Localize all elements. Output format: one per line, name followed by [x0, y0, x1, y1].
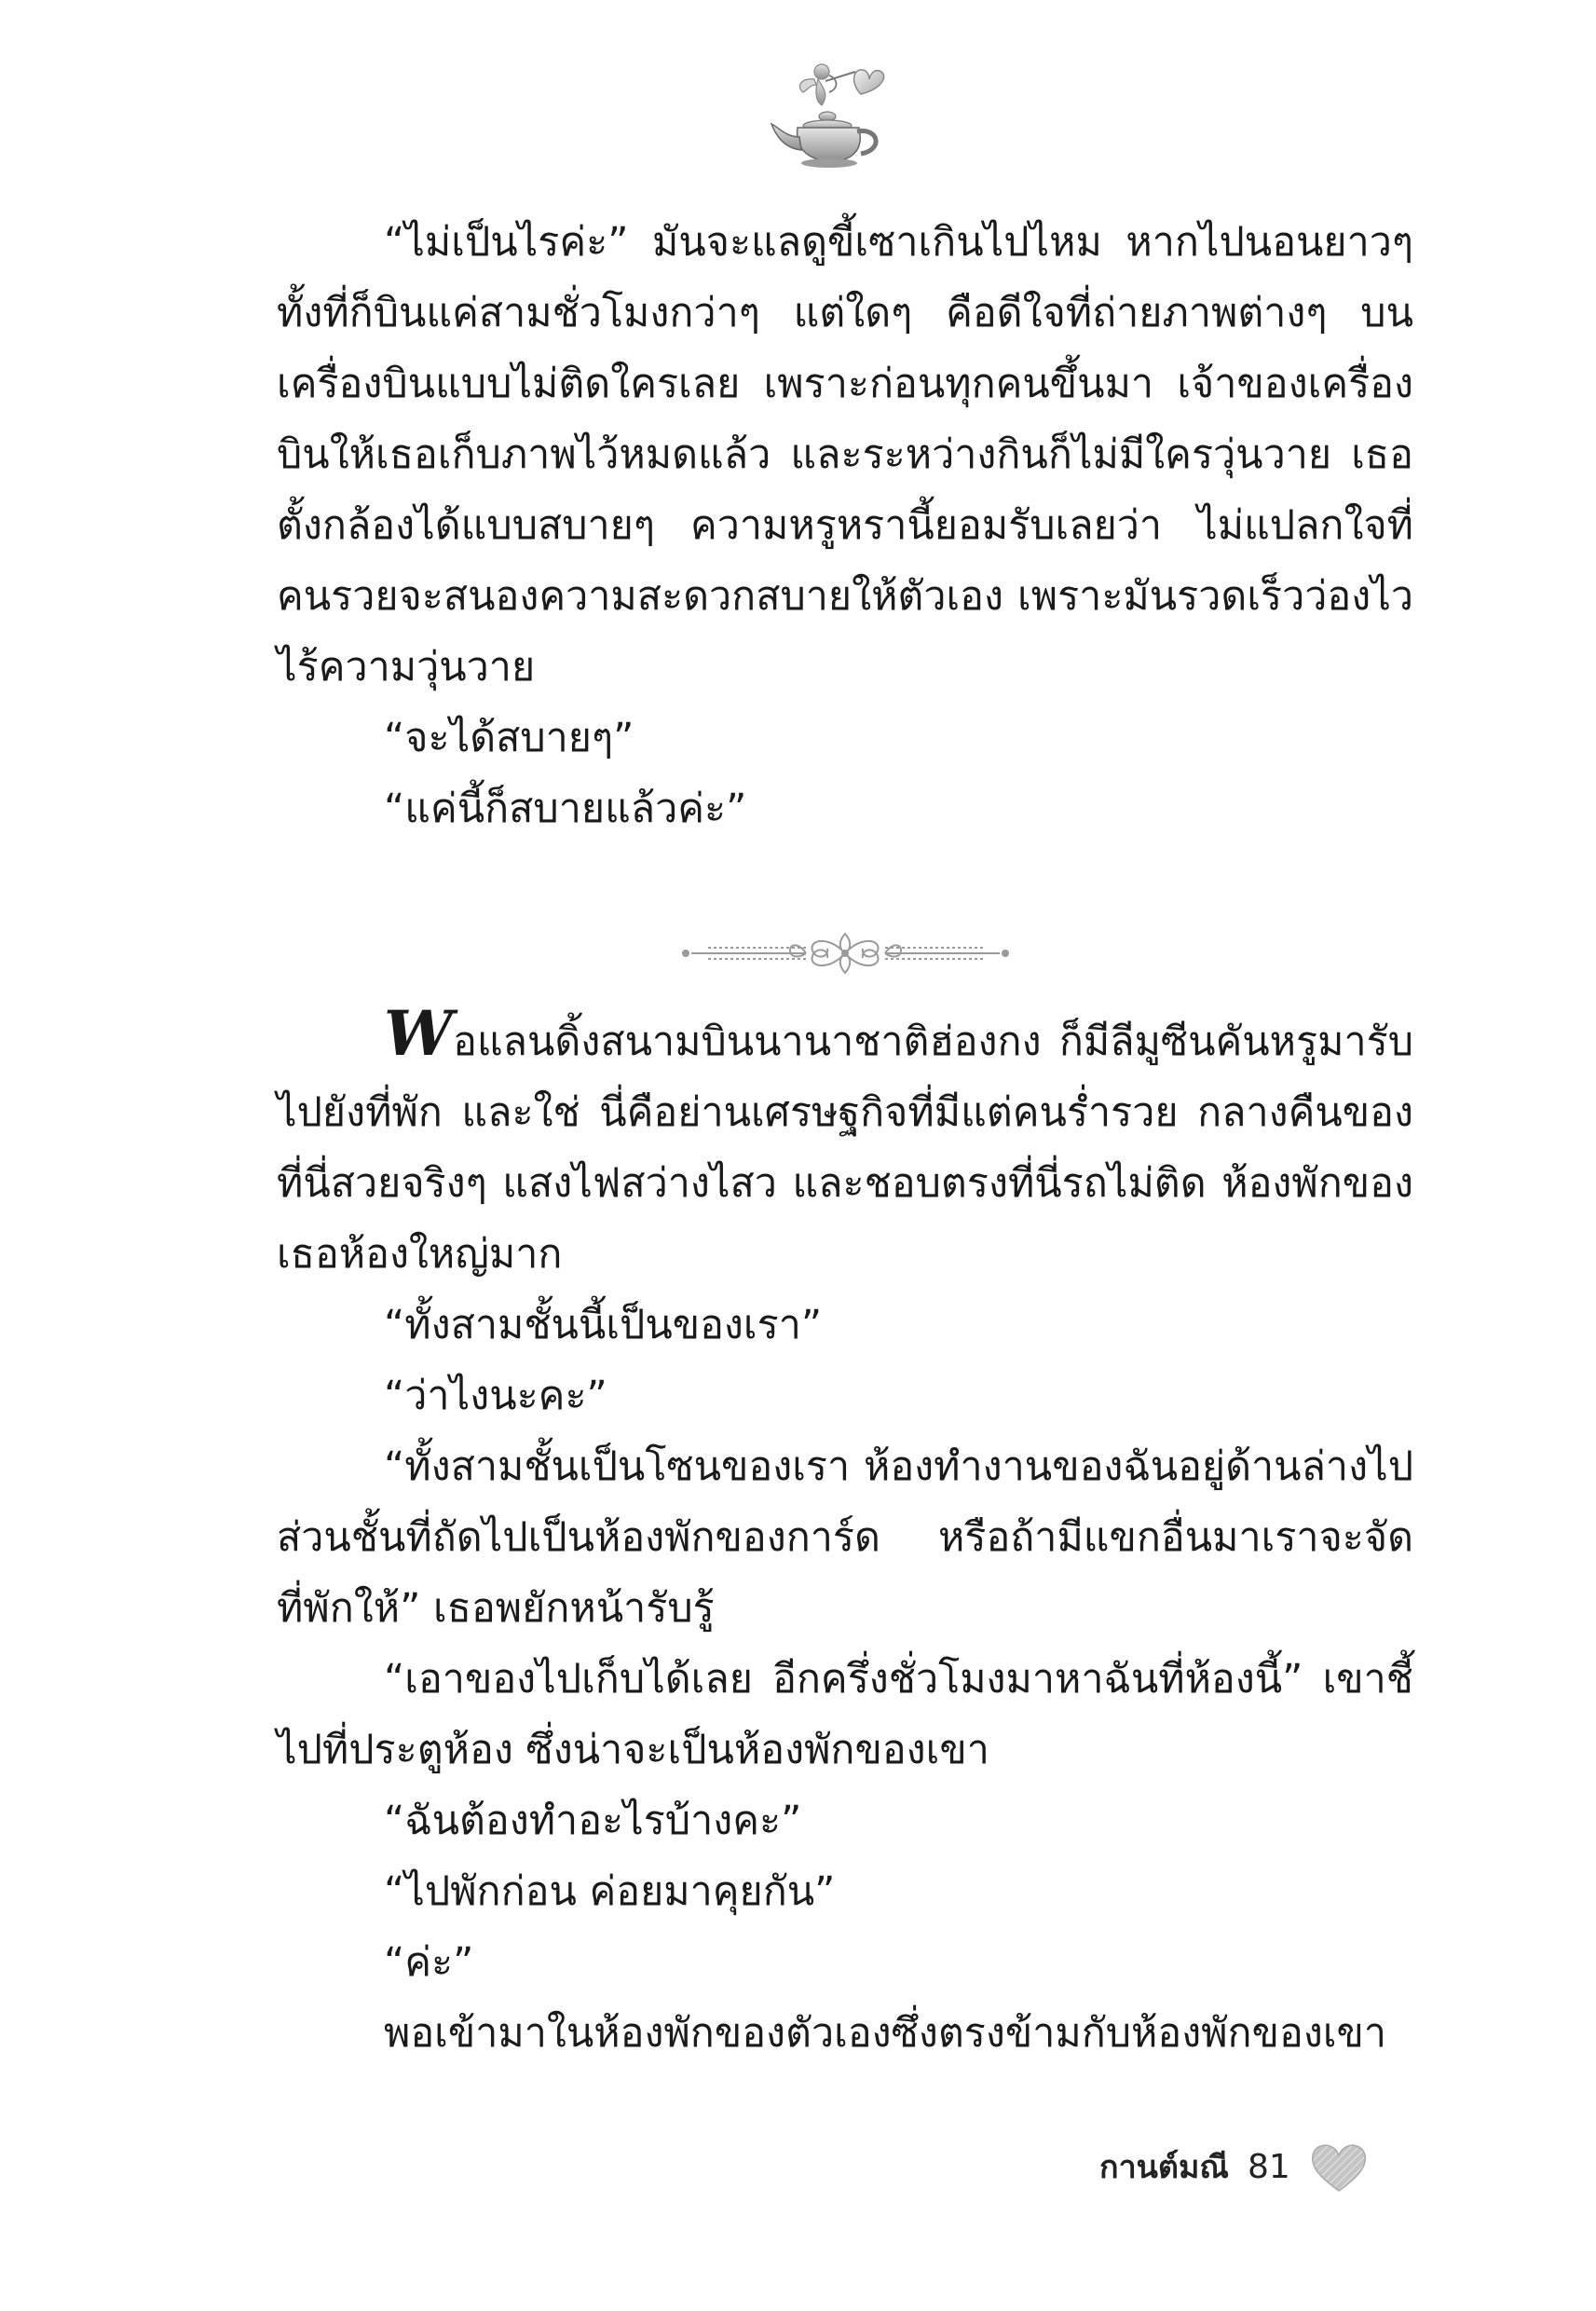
teapot-cupid-ornament-icon [764, 51, 904, 172]
paragraph: พอเข้ามาในห้องพักของตัวเองซึ่งตรงข้ามกับห้องพักของเขา [384, 2010, 1387, 2057]
text-section-2 [277, 997, 1413, 2069]
paragraph-text: อแลนดิ้งสนามบินนานาชาติฮ่องกง ก็มีลีมูซีนคันหรูมารับไปยังที่พัก และใช่ นี่คือย่านเศรษฐกิจที่มีแต่คนร่ำรวย กลางคืนของที่นี่สวยจริงๆ แสงไฟสว่างไสว และชอบตรงที่นี่รถไม่ติด ห้องพักของเธอห้องใหญ่มาก [277, 1019, 1413, 1278]
page-footer [1099, 2139, 1369, 2195]
paragraph: “เอาของไปเก็บได้เลย อีกครึ่งชั่วโมงมาหาฉันที่ห้องนี้” เขาชี้ไปที่ประตูห้อง ซึ่งน่าจะเป็นห้องพักของเขา [277, 1656, 1413, 1773]
dialogue-line: “ไปพักก่อน ค่อยมาคุยกัน” [384, 1868, 836, 1915]
dialogue-line: “ว่าไงนะคะ” [384, 1373, 607, 1419]
paragraph-with-dropcap [277, 997, 1413, 1290]
dialogue-line: “ค่ะ” [384, 1939, 474, 1986]
dialogue-line: “ฉันต้องทำอะไรบ้างคะ” [384, 1798, 802, 1844]
dialogue-line: “จะได้สบายๆ” [384, 715, 634, 761]
drop-cap: W [384, 997, 454, 1070]
footer-author: กานต์มณี [1099, 2149, 1229, 2186]
dialogue-line: “ทั้งสามชั้นนี้เป็นของเรา” [384, 1302, 823, 1348]
text-section-1 [277, 207, 1413, 844]
page-number: 81 [1247, 2147, 1290, 2186]
paragraph: “ทั้งสามชั้นเป็นโซนของเรา ห้องทำงานของฉันอยู่ด้านล่างไปส่วนชั้นที่ถัดไปเป็นห้องพักของการ์ด หรือถ้ามีแขกอื่นมาเราจะจัดที่พักให้” เธอพยักหน้ารับรู้ [277, 1443, 1413, 1632]
paragraph: “ไม่เป็นไรค่ะ” มันจะแลดูขี้เซาเกินไปไหม หากไปนอนยาวๆ ทั้งที่ก็บินแค่สามชั่วโมงกว่าๆ แต่ใดๆ คือดีใจที่ถ่ายภาพต่างๆ บนเครื่องบินแบบไม่ติดใครเลย เพราะก่อนทุกคนขึ้นมา เจ้าของเครื่องบินให้เธอเก็บภาพไว้หมดแล้ว และระหว่างกินก็ไม่มีใครวุ่นวาย เธอตั้งกล้องได้แบบสบายๆ ความหรูหรานี้ยอมรับเลยว่า ไม่แปลกใจที่คนรวยจะสนองความสะดวกสบายให้ตัวเอง เพราะมันรวดเร็วว่องไวไร้ความวุ่นวาย [277, 219, 1413, 691]
scroll-divider-icon [671, 921, 1020, 986]
heart-icon [1309, 2140, 1369, 2193]
dialogue-line: “แค่นี้ก็สบายแล้วค่ะ” [384, 786, 747, 832]
